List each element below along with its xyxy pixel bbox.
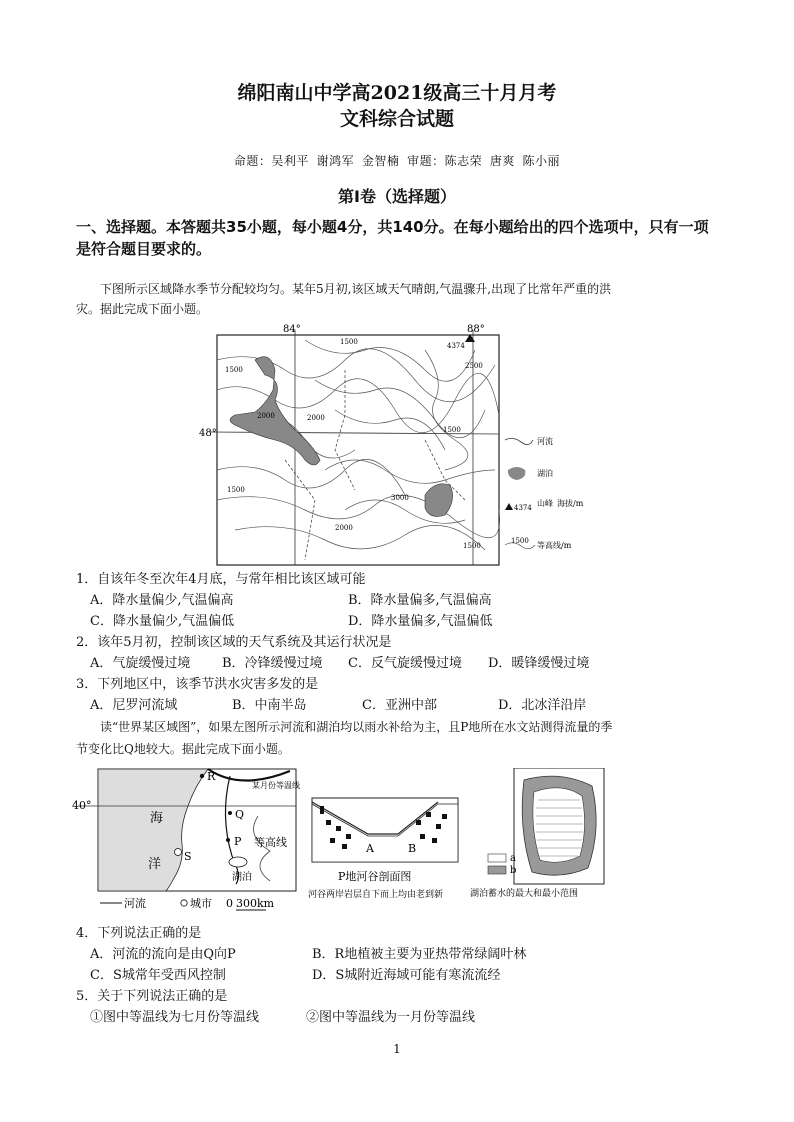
ocean-label: 洋: [148, 857, 162, 872]
river-legend-label: 河流: [537, 437, 553, 446]
contour-label: 1500: [463, 542, 481, 550]
q5-statement-1: ①图中等温线为七月份等温线: [90, 1010, 260, 1025]
contour-label: 等高线: [254, 836, 287, 849]
contour-label: 3000: [391, 494, 409, 502]
q1-option-d[interactable]: D．降水量偏多,气温偏低: [348, 614, 493, 629]
point-p: [226, 838, 230, 842]
q4-option-d[interactable]: D．S城附近海域可能有寒流流经: [312, 968, 501, 983]
contour-label: 2000: [257, 412, 275, 420]
question-5-stem: 5．关于下列说法正确的是: [76, 989, 228, 1004]
q1-option-a[interactable]: A．降水量偏少,气温偏高: [90, 593, 234, 608]
city-legend-icon: [181, 900, 187, 906]
valley-title: P地河谷剖面图: [338, 870, 412, 883]
q2-option-b[interactable]: B．冷锋缓慢过境: [222, 656, 323, 671]
passage2-line2: 节变化比Q地较大。据此完成下面小题。: [76, 742, 290, 756]
contour-label: 2500: [465, 362, 483, 370]
q1-option-c[interactable]: C．降水量偏少,气温偏低: [90, 614, 235, 629]
q-label: Q: [235, 808, 245, 821]
lake-legend-label: 湖泊: [537, 469, 553, 478]
city-s: [175, 849, 182, 856]
river-legend-icon: [505, 438, 533, 444]
valley-point-a: A: [366, 842, 374, 855]
lake-range-figure: [470, 768, 610, 902]
section-title: 第Ⅰ卷（选择题）: [338, 187, 456, 206]
peak-legend-value: 4374: [514, 504, 532, 512]
contour-label: 1500: [227, 486, 245, 494]
authors-line: 命题：吴利平 谢鸿军 金智楠 审题：陈志荣 唐爽 陈小丽: [233, 154, 561, 168]
instructions: 一、选择题。本答题共35小题，每小题4分，共140分。在每小题给出的四个选项中，只有一项是符合题目要求的。: [76, 218, 709, 258]
q3-option-a[interactable]: A．尼罗河流域: [90, 698, 178, 713]
r-label: R: [207, 770, 216, 783]
contour-legend-value: 1500: [511, 537, 529, 545]
contour-label: 1500: [225, 366, 243, 374]
lon-88-label: 88°: [467, 324, 485, 335]
legend-b-swatch: [488, 866, 506, 874]
q1-option-b[interactable]: B．降水量偏多,气温偏高: [348, 593, 492, 608]
exam-subtitle: 文科综合试题: [339, 108, 454, 130]
contour-label: 2000: [335, 524, 353, 532]
city-legend-label: 城市: [190, 897, 212, 910]
q3-option-d[interactable]: D．北冰洋沿岸: [498, 698, 587, 713]
point-q: [228, 811, 232, 815]
question-1-stem: 1．自该年冬至次年4月底，与常年相比该区域可能: [76, 572, 366, 587]
page-number: 1: [393, 1042, 401, 1056]
lat-48-label: 48°: [199, 428, 217, 439]
lon-84-label: 84°: [283, 324, 301, 335]
p-label: P: [234, 835, 242, 848]
s-label: S: [184, 850, 192, 863]
world-region-map: [70, 766, 302, 916]
q5-statement-2: ②图中等温线为一月份等温线: [306, 1010, 476, 1025]
passage2-line1: 读“世界某区域图”，如果左图所示河流和湖泊均以雨水补给为主，且P地所在水文站测得流量的季: [100, 720, 613, 734]
valley-profile-figure: [308, 794, 470, 906]
question-2-stem: 2．该年5月初，控制该区域的天气系统及其运行状况是: [76, 635, 392, 650]
scale-zero: 0: [226, 897, 233, 910]
q2-option-c[interactable]: C．反气旋缓慢过境: [348, 656, 462, 671]
lake-min-range: [533, 788, 585, 862]
q3-option-c[interactable]: C．亚洲中部: [362, 698, 437, 713]
isotherm-label: 某月份等温线: [252, 781, 300, 790]
q4-option-b[interactable]: B．R地植被主要为亚热带常绿阔叶林: [312, 947, 527, 962]
exam-title: 绵阳南山中学高2021级高三十月月考: [237, 82, 557, 104]
contour-label: 1500: [340, 338, 358, 346]
q4-option-a[interactable]: A．河流的流向是由Q向P: [90, 947, 236, 962]
legend-a-label: a: [510, 853, 516, 864]
lat-40-label: 40°: [72, 799, 92, 812]
q4-option-c[interactable]: C．S城常年受西风控制: [90, 968, 226, 983]
q2-option-d[interactable]: D．暖锋缓慢过境: [488, 656, 590, 671]
river-legend-label: 河流: [124, 897, 146, 910]
contour-label: 2000: [307, 414, 325, 422]
q2-option-a[interactable]: A．气旋缓慢过境: [90, 656, 191, 671]
legend-b-label: b: [510, 865, 517, 876]
question-4-stem: 4．下列说法正确的是: [76, 926, 202, 941]
peak-legend-label: 山峰: [537, 499, 553, 508]
contour-legend-label: 等高线/m: [537, 541, 572, 550]
q3-option-b[interactable]: B．中南半岛: [232, 698, 307, 713]
lake-legend-icon: [508, 467, 525, 480]
lake-label: 湖泊: [232, 872, 252, 883]
question-3-stem: 3．下列地区中，该季节洪水灾害多发的是: [76, 677, 319, 692]
peak-legend-icon: [505, 503, 513, 510]
lake-shape: [229, 857, 247, 867]
point-r: [200, 774, 204, 778]
contour-label: 1500: [443, 426, 461, 434]
legend-a-swatch: [488, 854, 506, 862]
topographic-map: [195, 320, 595, 570]
passage1-line2: 灾。据此完成下面小题。: [76, 302, 209, 316]
lake-caption: 湖泊蓄水的最大和最小范围: [470, 889, 579, 899]
scale-distance: 300km: [236, 897, 275, 910]
peak-value: 4374: [447, 342, 465, 350]
valley-caption: 河谷两岸岩层自下而上均由老到新: [308, 890, 444, 900]
elevation-unit-label: 海拔/m: [557, 499, 584, 508]
sea-label: 海: [150, 811, 164, 826]
passage1-line1: 下图所示区域降水季节分配较均匀。某年5月初,该区域天气晴朗,气温骤升,出现了比常年严重的洪: [100, 282, 612, 296]
valley-point-b: B: [408, 842, 417, 855]
